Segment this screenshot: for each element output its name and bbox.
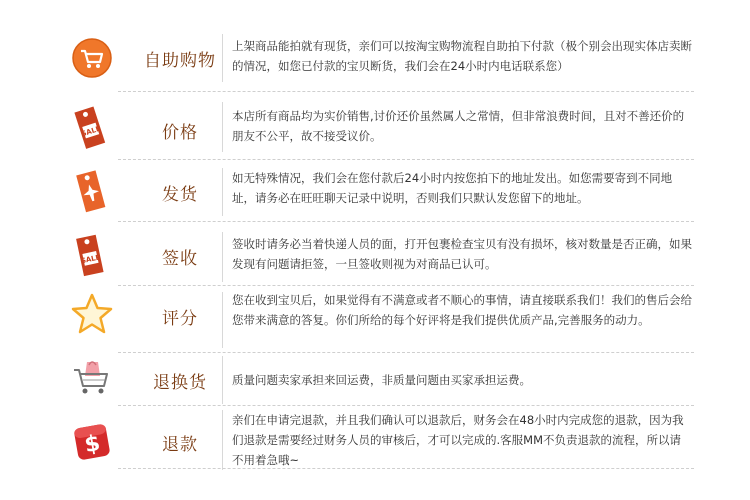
dashed-separator	[118, 221, 694, 222]
divider	[222, 232, 223, 282]
divider	[222, 34, 223, 82]
section-label: 评分	[162, 309, 198, 329]
section-self-shopping	[70, 30, 694, 86]
section-label: 退款	[162, 435, 198, 455]
cart-with-bag-icon	[70, 356, 114, 400]
svg-text:$: $	[82, 430, 103, 459]
dashed-separator	[118, 352, 694, 353]
svg-text:SALE: SALE	[80, 253, 102, 266]
airplane-tag-icon	[70, 168, 114, 212]
dashed-separator	[118, 468, 694, 469]
section-receipt	[70, 228, 694, 286]
section-description: 本店所有商品均为实价销售,讨价还价虽然属人之常情，但非常浪费时间，且对不善还价的朋友不公平，故不接受议价。	[232, 109, 685, 143]
divider	[222, 410, 223, 470]
divider	[222, 356, 223, 404]
dashed-separator	[118, 91, 694, 92]
section-refund	[70, 410, 694, 472]
dollar-icon	[70, 420, 114, 464]
section-description: 签收时请务必当着快递人员的面，打开包裹检查宝贝有没有损坏，核对数量是否正确，如果发现有问题请拒签，一旦签收则视为对商品已认可。	[232, 237, 692, 271]
section-return-exchange	[70, 356, 694, 406]
star-icon	[70, 292, 114, 336]
section-price	[70, 98, 694, 156]
section-description: 质量问题卖家承担来回运费，非质量问题由买家承担运费。	[232, 373, 531, 387]
divider	[222, 292, 223, 348]
section-description: 亲们在申请完退款，并且我们确认可以退款后，财务会在48小时内完成您的退款，因为我们退款是需要经过财务人员的审核后，才可以完成的.客服MM不负责退款的流程，所以请不用着急哦~	[232, 413, 684, 467]
section-label: 价格	[162, 123, 198, 143]
section-label: 发货	[162, 185, 198, 205]
section-description: 您在收到宝贝后，如果觉得有不满意或者不顺心的事情，请直接联系我们！我们的售后会给您带来满意的答复。你们所给的每个好评将是我们提供优质产品,完善服务的动力。	[232, 293, 692, 327]
svg-text:SALE: SALE	[80, 124, 102, 139]
section-label: 退换货	[153, 373, 207, 393]
dashed-separator	[118, 405, 694, 406]
sale-tag-icon	[70, 230, 114, 274]
sale-tag-icon	[70, 102, 114, 146]
section-label: 签收	[162, 249, 198, 269]
dashed-separator	[118, 285, 694, 286]
divider	[222, 168, 223, 216]
section-description: 如无特殊情况，我们会在您付款后24小时内按您拍下的地址发出。如您需要寄到不同地址，请务必在旺旺聊天记录中说明，否则我们只默认发您留下的地址。	[232, 171, 673, 205]
divider	[222, 102, 223, 152]
section-shipping	[70, 164, 694, 220]
section-label: 自助购物	[144, 51, 216, 71]
section-description: 上架商品能拍就有现货，亲们可以按淘宝购物流程自助拍下付款（极个别会出现实体店卖断的情况，如您已付款的宝贝断货，我们会在24小时内电话联系您）	[232, 39, 692, 73]
section-rating	[70, 290, 694, 350]
shopping-cart-icon	[70, 36, 114, 80]
dashed-separator	[118, 159, 694, 160]
